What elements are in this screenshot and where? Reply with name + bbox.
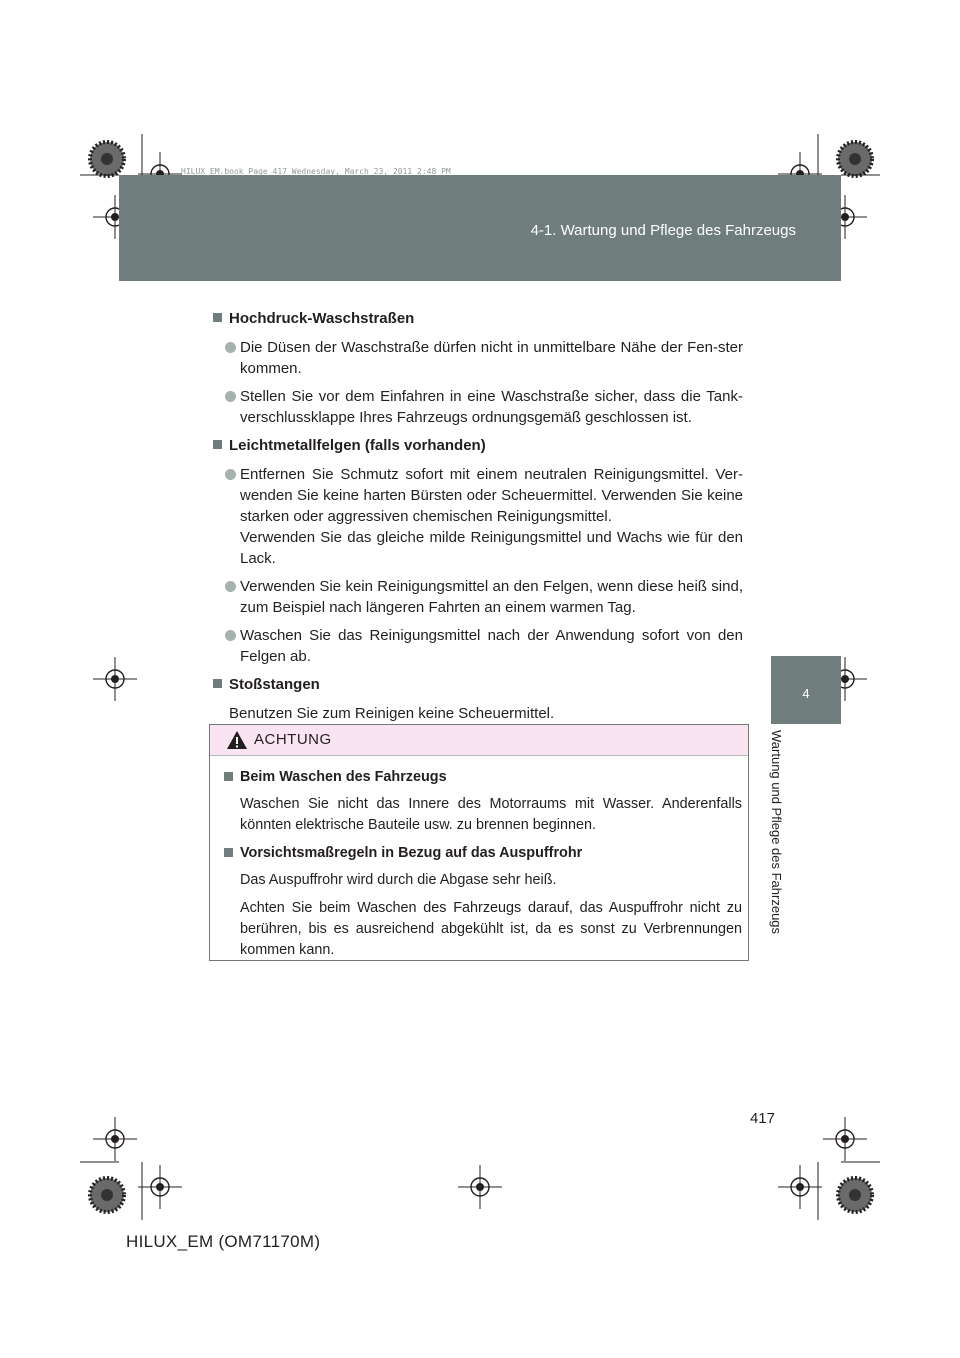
- list-item-text: Die Düsen der Waschstraße dürfen nicht in unmittelbare Nähe der Fen-ster kommen.: [240, 339, 743, 377]
- warning-box: [209, 724, 749, 961]
- warning-header: [210, 725, 748, 756]
- footer-model: HILUX_EM (OM71170M): [126, 1232, 321, 1251]
- warning-heading: [224, 767, 742, 788]
- square-bullet-icon: [213, 440, 222, 449]
- round-bullet-icon: [225, 342, 236, 353]
- round-bullet-icon: [225, 391, 236, 402]
- section-heading-text: Stoßstangen: [229, 676, 320, 693]
- main-content: [213, 308, 743, 732]
- round-bullet-icon: [225, 469, 236, 480]
- chapter-title: 4-1. Wartung und Pflege des Fahrzeugs: [530, 222, 796, 239]
- warning-heading-text: Beim Waschen des Fahrzeugs: [240, 769, 447, 785]
- section-heading: [213, 435, 743, 456]
- square-bullet-icon: [224, 772, 233, 781]
- section-heading-text: Hochdruck-Waschstraßen: [229, 310, 415, 327]
- section-heading: [213, 308, 743, 329]
- list-item: [213, 386, 743, 428]
- side-chapter-title-text: Wartung und Pflege des Fahrzeugs: [769, 730, 784, 935]
- list-item-text: Stellen Sie vor dem Einfahren in eine Waschstraße sicher, dass die Tank-verschlussklappe Ihres Fahrzeugs ordnungsgemäß geschlossen ist.: [240, 388, 743, 426]
- warning-body: [224, 767, 742, 968]
- list-item-text: Entfernen Sie Schmutz sofort mit einem neutralen Reinigungsmittel. Ver-wenden Sie keine harten Bürsten oder Scheuermittel. Verwenden Sie keine starken oder aggressiven chemischen Reinigungsmittel.: [240, 466, 743, 525]
- square-bullet-icon: [213, 313, 222, 322]
- square-bullet-icon: [213, 679, 222, 688]
- print-stamp: HILUX_EM.book Page 417 Wednesday, March 23, 2011 2:48 PM: [181, 167, 451, 176]
- page-number: 417: [749, 1110, 775, 1127]
- warning-paragraph: Achten Sie beim Waschen des Fahrzeugs darauf, das Auspuffrohr nicht zu berühren, bis es ausreichend abgekühlt ist, da es sonst zu Verbrennungen kommen kann.: [240, 900, 742, 958]
- list-item-text: Waschen Sie das Reinigungsmittel nach der Anwendung sofort von den Felgen ab.: [240, 627, 743, 665]
- warning-heading-text: Vorsichtsmaßregeln in Bezug auf das Auspuffrohr: [240, 845, 583, 861]
- warning-triangle-icon: [226, 730, 248, 750]
- side-chapter-title: [769, 730, 810, 970]
- list-item: [213, 464, 743, 569]
- round-bullet-icon: [225, 581, 236, 592]
- round-bullet-icon: [225, 630, 236, 641]
- square-bullet-icon: [224, 848, 233, 857]
- chapter-tab-number: 4: [802, 686, 810, 701]
- warning-title: ACHTUNG: [254, 731, 332, 748]
- warning-paragraph: Das Auspuffrohr wird durch die Abgase sehr heiß.: [240, 872, 557, 888]
- list-item-text: Verwenden Sie kein Reinigungsmittel an den Felgen, wenn diese heiß sind, zum Beispiel nach längeren Fahrten an einem warmen Tag.: [240, 578, 743, 616]
- section-heading: [213, 674, 743, 695]
- warning-heading: [224, 843, 742, 864]
- list-item: [213, 625, 743, 667]
- section-heading-text: Leichtmetallfelgen (falls vorhanden): [229, 437, 486, 454]
- list-item: [213, 337, 743, 379]
- paragraph: Benutzen Sie zum Reinigen keine Scheuermittel.: [229, 705, 555, 722]
- list-item: [213, 576, 743, 618]
- list-item-text: Verwenden Sie das gleiche milde Reinigungsmittel und Wachs wie für den Lack.: [240, 529, 743, 567]
- warning-paragraph: Waschen Sie nicht das Innere des Motorraums mit Wasser. Anderenfalls könnten elektrische Bauteile usw. zu brennen beginnen.: [240, 796, 742, 833]
